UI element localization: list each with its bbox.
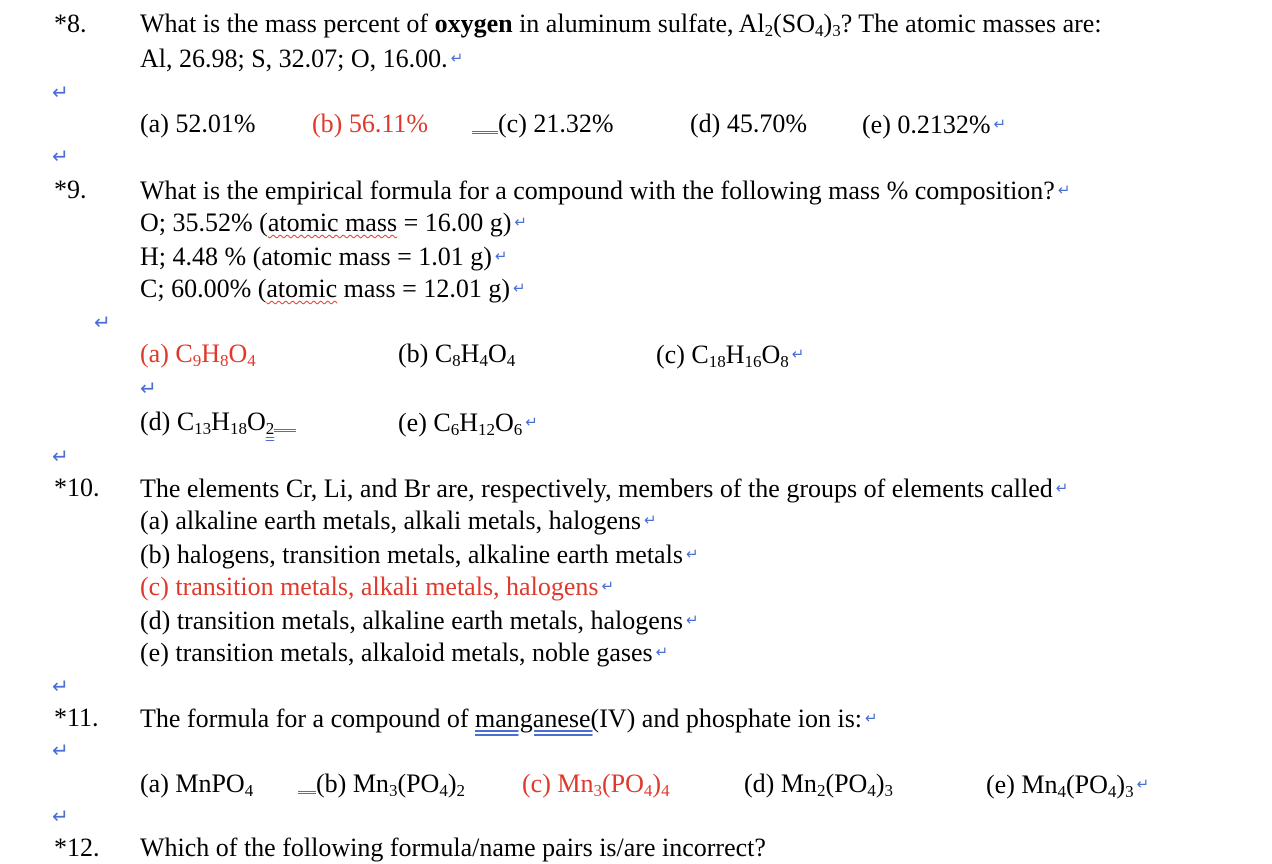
question-8-stem-line2: Al, 26.98; S, 32.07; O, 16.00. ↵ (140, 44, 464, 73)
insertion-mark (274, 429, 296, 432)
question-number: *12. (54, 833, 100, 862)
answer-option-a: (a) alkaline earth metals, alkali metals, halogens ↵ (140, 506, 657, 535)
question-9-stem-line4: C; 60.00% (atomic mass = 12.01 g) ↵ (140, 274, 526, 303)
answer-option-e: (e) $Mn_4(PO_4)_3$ ↵ (986, 770, 1150, 801)
question-12-stem: Which of the following formula/name pairs is/are incorrect? (140, 833, 766, 862)
answer-option-d: (d) transition metals, alkaline earth metals, halogens ↵ (140, 606, 699, 635)
return-icon: ↵ (494, 247, 508, 265)
return-icon: ↵ (450, 49, 464, 67)
answer-option-b: (b) $C_8H_4O_4$ (398, 339, 516, 370)
question-9-stem-line2: O; 35.52% (atomic mass = 16.00 g) ↵ (140, 208, 527, 237)
answer-option-d: (d) 45.70% (690, 109, 807, 138)
insertion-mark (472, 131, 498, 134)
answer-option-c-correct: (c) $Mn_3(PO_4)_4$ (522, 769, 670, 800)
answer-option-b: (b) halogens, transition metals, alkaline earth metals ↵ (140, 540, 699, 569)
answer-option-a: (a) MnPO$_4$ (140, 769, 254, 800)
return-icon: ↵ (52, 144, 69, 168)
question-number: *8. (54, 9, 87, 38)
return-icon: ↵ (514, 213, 527, 231)
answer-option-b-correct: (b) 56.11% (312, 109, 429, 138)
answer-option-c: (c) $C_{18}H_{16}O_8$ ↵ (656, 340, 805, 371)
return-icon: ↵ (865, 709, 878, 727)
return-icon: ↵ (52, 444, 69, 468)
return-icon: ↵ (52, 738, 69, 762)
return-icon: ↵ (685, 611, 699, 629)
return-icon: ↵ (601, 577, 615, 595)
return-icon: ↵ (52, 80, 69, 104)
answer-option-e: (e) $C_6H_{12}O_6$ ↵ (398, 408, 538, 439)
return-icon: ↵ (993, 115, 1007, 133)
question-number: *11. (54, 703, 99, 732)
answer-option-a-correct: (a) $C_9H_8O_4$ (140, 339, 256, 370)
answer-option-d: (d) $Mn_2(PO_4)_3$ (744, 769, 894, 800)
return-icon: ↵ (52, 674, 69, 698)
return-icon: ↵ (1136, 775, 1150, 793)
return-icon: ↵ (140, 376, 157, 400)
answer-option-e: (e) transition metals, alkaloid metals, noble gases ↵ (140, 638, 669, 667)
return-icon: ↵ (52, 804, 69, 828)
answer-option-d: (d) $C_{13}H_{18}O_2$ (140, 406, 296, 438)
answer-option-c: (c) 21.32% (472, 108, 614, 140)
question-number: *10. (54, 473, 100, 502)
question-9-stem-line1: What is the empirical formula for a compound with the following mass % composition? ↵ (140, 176, 1071, 205)
return-icon: ↵ (1055, 479, 1069, 497)
insertion-mark (298, 791, 316, 794)
return-icon: ↵ (685, 545, 699, 563)
answer-option-c-correct: (c) transition metals, alkali metals, halogens ↵ (140, 572, 615, 601)
answer-option-b: (b) $Mn_3(PO_4)_2$ (298, 768, 465, 800)
question-11-stem: The formula for a compound of manganese(IV) and phosphate ion is: ↵ (140, 704, 878, 733)
question-10-stem: The elements Cr, Li, and Br are, respectively, members of the groups of elements called ↵ (140, 474, 1069, 503)
return-icon: ↵ (791, 345, 805, 363)
answer-option-e: (e) 0.2132% ↵ (862, 110, 1007, 139)
return-icon: ↵ (512, 279, 526, 297)
question-9-stem-line3: H; 4.48 % (atomic mass = 1.01 g) ↵ (140, 242, 508, 271)
return-icon: ↵ (525, 413, 538, 431)
return-icon: ↵ (94, 310, 111, 334)
return-icon: ↵ (655, 643, 669, 661)
question-number: *9. (54, 175, 87, 204)
question-8-stem-line1: What is the mass percent of oxygen in aluminum sulfate, $Al_2(SO_4)_3$? The atomic masses are: (140, 9, 1102, 40)
answer-option-a: (a) 52.01% (140, 109, 256, 138)
return-icon: ↵ (1057, 181, 1071, 199)
return-icon: ↵ (644, 511, 657, 529)
